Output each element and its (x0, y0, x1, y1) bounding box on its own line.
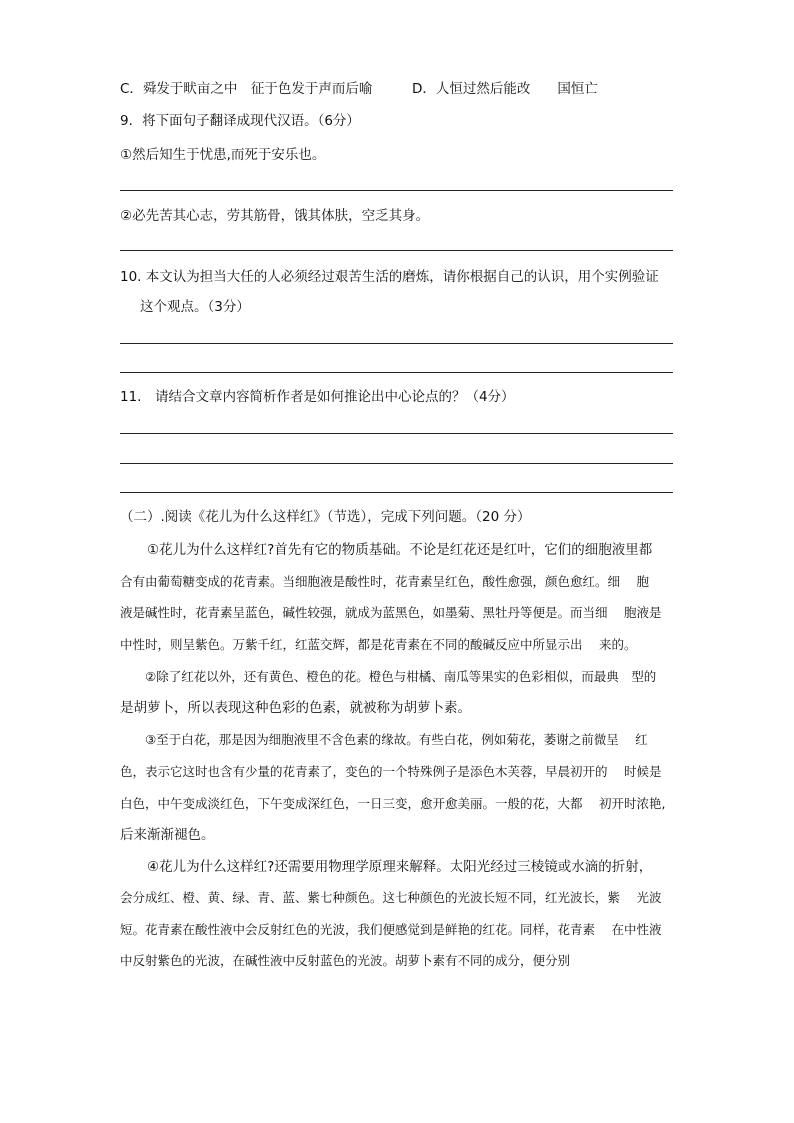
answer-line (120, 463, 673, 464)
answer-line (120, 433, 673, 434)
answer-line (120, 190, 673, 191)
passage-line: 后来渐渐褪色。 (120, 827, 215, 843)
passage-line: 合有由葡萄糖变成的花青素。当细胞液是酸性时，花青素呈红色，酸性愈强，颜色愈红。细 胞 (120, 574, 649, 589)
answer-line (120, 250, 673, 251)
passage-line: ④花儿为什么这样红?还需要用物理学原理来解释。太阳光经过三棱镜或水滴的折射， (120, 859, 653, 875)
passage-line: 液是碱性时，花青素呈蓝色，碱性较强，就成为蓝黑色，如墨菊、黑牡丹等便是。而当细 胞液是 (120, 605, 662, 620)
passage-line: 中性时，则呈紫色。万紫千红，红蓝交辉，都是花青素在不同的酸碱反应中所显示出 来的。 (120, 637, 637, 652)
question-10-line-1: 10. 本文认为担当大任的人必须经过艰苦生活的磨炼，请你根据自己的认识，用个实例验证 (120, 269, 659, 285)
passage-line: 色，表示它这时也含有少量的花青素了，变色的一个特殊例子是添色木芙蓉，早晨初开的 时候是 (120, 764, 662, 779)
question-10-line-2: 这个观点。（3分） (140, 299, 250, 315)
passage-line: ②除了红花以外，还有黄色、橙色的花。橙色与柑橘、南瓜等果实的色彩相似，而最典 型的 (120, 669, 657, 684)
passage-line: 会分成红、橙、黄、绿、青、蓝、紫七种颜色。这七种颜色的光波长短不同，红光波长，紫 光波 (120, 890, 662, 905)
passage-line: 短。花青素在酸性液中会反射红色的光波，我们便感觉到是鲜艳的红花。同样，花青素 在中性液 (120, 922, 662, 937)
question-11-prompt: 11. 请结合文章内容简析作者是如何推论出中心论点的？（4分） (120, 389, 515, 405)
passage-line: ③至于白花，那是因为细胞液里不含色素的缘故。有些白花，例如菊花，萎谢之前微呈 红 (120, 732, 648, 747)
passage-line: 中反射紫色的光波，在碱性液中反射蓝色的光波。胡萝卜素有不同的成分，便分别 (120, 953, 571, 968)
answer-line (120, 343, 673, 344)
section-2-heading: （二）.阅读《花儿为什么这样红》（节选），完成下列问题。（20 分） (120, 509, 531, 525)
question-9-prompt: 9．将下面句子翻译成现代汉语。（6分） (120, 113, 360, 129)
option-d: D．人恒过然后能改 国恒亡 (412, 81, 598, 97)
answer-line (120, 492, 673, 493)
answer-line (120, 372, 673, 373)
question-9-sentence-2: ②必先苦其心志，劳其筋骨，饿其体肤，空乏其身。 (120, 208, 430, 224)
option-c: C．舜发于畎亩之中 征于色发于声而后喻 (120, 81, 373, 97)
passage-line: 是胡萝卜，所以表现这种色彩的色素，就被称为胡萝卜素。 (120, 700, 471, 716)
passage-line: ①花儿为什么这样红?首先有它的物质基础。不论是红花还是红叶，它们的细胞液里都 (120, 542, 653, 558)
question-9-sentence-1: ①然后知生于忧患,而死于安乐也。 (120, 147, 326, 163)
passage-line: 白色，中午变成淡红色，下午变成深红色，一日三变，愈开愈美丽。一般的花，大都 初开时浓艳, (120, 796, 666, 811)
